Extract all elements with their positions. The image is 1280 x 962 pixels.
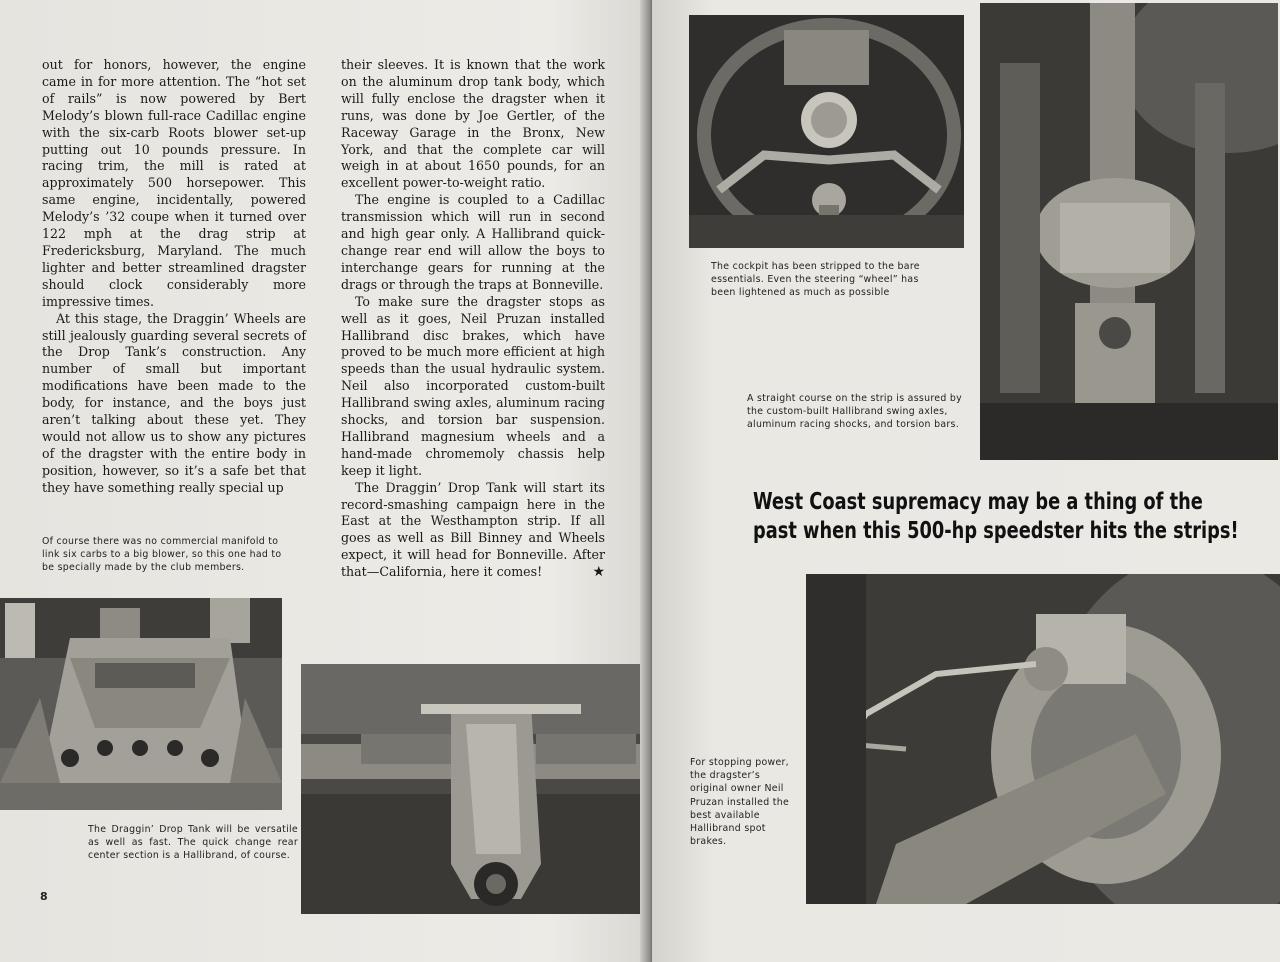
photo-rear-end [301, 664, 648, 914]
manifold-photo-illustration [0, 598, 282, 810]
caption-cockpit: The cockpit has been stripped to the bare essentials. Even the steering “wheel” has been lightened as much as possible [711, 261, 920, 299]
photo-manifold [0, 598, 282, 810]
article-paragraph: The engine is coupled to a Cadillac transmission which will run in second and high gear only. A Hallibrand quick-change rear end will allow the boys to interchange gears for running at the drags or through the traps at Bonneville. [341, 192, 605, 292]
cockpit-photo-illustration [689, 15, 964, 248]
headline-line-1: West Coast supremacy may be a thing of the [753, 489, 1203, 515]
headline [753, 488, 1239, 546]
page-number: 8 [40, 890, 48, 903]
article-column-2 [341, 57, 605, 581]
end-star-icon: ★ [592, 564, 605, 581]
caption-brakes: For stopping power, the dragster’s original owner Neil Pruzan installed the best available Hallibrand spot brakes. [690, 757, 790, 848]
rear-end-photo-illustration [301, 664, 648, 914]
photo-spot-brake [806, 574, 1280, 904]
article-paragraph: out for honors, however, the engine came in for more attention. The “hot set of rails” is now powered by Bert Melody’s blown full-race Cadillac engine with the six-carb Roots blower set-up putting out 10 pounds pressure. In racing trim, the mill is rated at approximately 500 horsepower. This same engine, incidentally, powered Melody’s ’32 coupe when it turned over 122 mph at the drag strip at Fredericksburg, Maryland. The much lighter and better streamlined dragster should clock considerably more impressive times. [42, 57, 306, 309]
spot-brake-photo-illustration [806, 574, 1280, 904]
photo-cockpit [689, 15, 964, 248]
article-paragraph: their sleeves. It is known that the work on the aluminum drop tank body, which will fully enclose the dragster when it runs, was done by Joe Gertler, of the Raceway Garage in the Bronx, New York, and that the complete car will weigh in at about 1650 pounds, for an excellent power-to-weight ratio. [341, 57, 605, 191]
article-column-1 [42, 57, 306, 497]
caption-straight-course: A straight course on the strip is assured by the custom-built Hallibrand swing axles, aluminum racing shocks, and torsion bars. [747, 393, 962, 431]
headline-line-2: past when this 500-hp speedster hits the strips! [753, 518, 1239, 544]
article-paragraph: At this stage, the Draggin’ Wheels are still jealously guarding several secrets of the Drop Tank’s construction. Any number of small but important modifications have been made to the body, for instance, and the boys just aren’t talking about these yet. They would not allow us to show any pictures of the dragster with the entire body in position, however, so it’s a safe bet that they have something really special up [42, 310, 306, 495]
caption-drop-tank: The Draggin’ Drop Tank will be versatile as well as fast. The quick change rear center section is a Hallibrand, of course. [88, 824, 298, 862]
article-paragraph-text: The Draggin’ Drop Tank will start its record-smashing campaign here in the East at the Westhampton strip. If all goes as well as Bill Binney and Wheels expect, it will head for Bonneville. After that—California, here it comes! [341, 479, 605, 580]
swing-axle-photo-illustration [980, 3, 1278, 460]
caption-manifold: Of course there was no commercial manifold to link six carbs to a big blower, so this one had to be specially made by the club members. [42, 536, 282, 574]
article-paragraph: To make sure the dragster stops as well as it goes, Neil Pruzan installed Hallibrand disc brakes, which have proved to be much more efficient at high speeds than the usual hydraulic system. Neil also incorporated custom-built Hallibrand swing axles, aluminum racing shocks, and torsion bar suspension. Hallibrand magnesium wheels and a hand-made chromemoly chassis help keep it light. [341, 293, 605, 478]
right-page [652, 0, 1280, 962]
photo-swing-axle [980, 3, 1278, 460]
article-paragraph [341, 480, 605, 581]
